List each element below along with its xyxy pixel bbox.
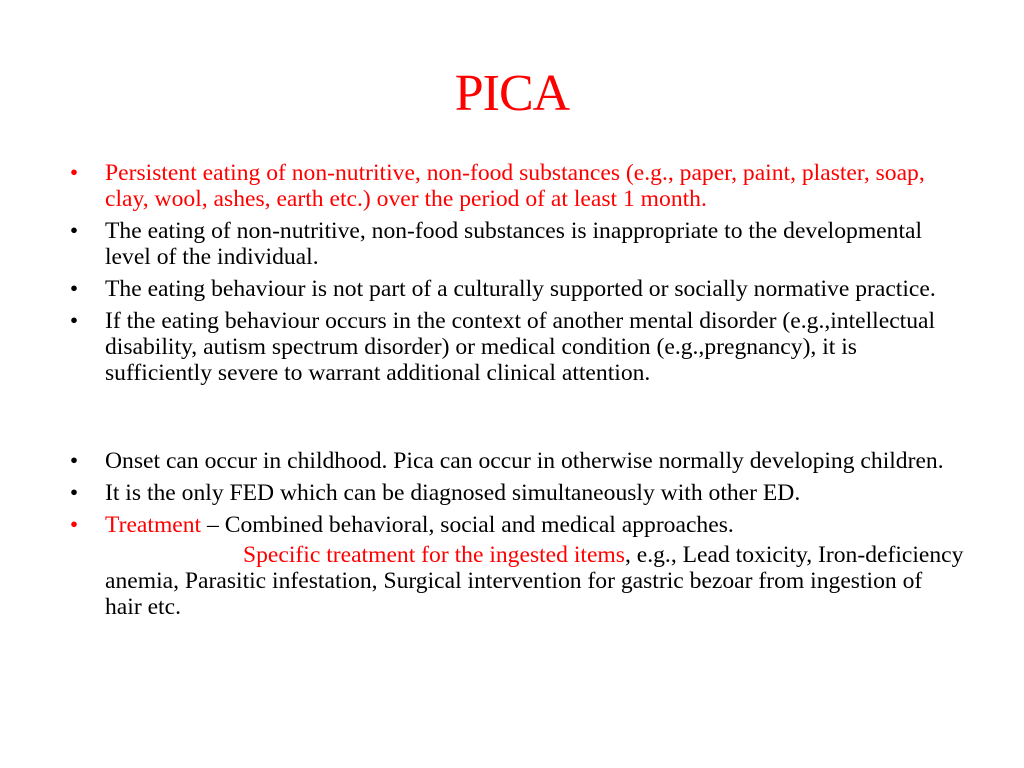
specific-treatment-paragraph <box>64 542 964 620</box>
bullet-text: Onset can occur in childhood. Pica can occur in otherwise normally developing children. <box>105 448 944 474</box>
bullet-item <box>64 218 964 270</box>
spacer <box>64 392 964 448</box>
specific-treatment-text: , e.g., Lead toxicity, Iron-deficiency anemia, Parasitic infestation, Surgical intervention for gastric bezoar from ingestion of hair etc. <box>105 542 964 620</box>
bullet-icon: • <box>69 276 79 302</box>
bullet-text: The eating of non-nutritive, non-food substances is inappropriate to the developmental level of the individual. <box>105 218 923 270</box>
bullet-text: Persistent eating of non-nutritive, non-food substances (e.g., paper, paint, plaster, soap, clay, wool, ashes, earth etc.) over the period of at least 1 month. <box>105 160 925 212</box>
bullet-icon: • <box>69 448 79 474</box>
specific-treatment-label: Specific treatment for the ingested items <box>243 542 625 568</box>
bullet-icon: • <box>69 480 79 506</box>
bullet-text: The eating behaviour is not part of a culturally supported or socially normative practice. <box>105 276 936 302</box>
bullet-icon: • <box>69 308 79 334</box>
bullet-item <box>64 160 964 212</box>
treatment-label: Treatment <box>105 512 202 538</box>
bullet-icon: • <box>69 218 79 244</box>
bullet-text: It is the only FED which can be diagnosed simultaneously with other ED. <box>105 480 801 506</box>
bullet-item <box>64 276 964 302</box>
slide-title: PICA <box>454 65 570 122</box>
bullet-icon: • <box>69 160 79 186</box>
treatment-text: – Combined behavioral, social and medical approaches. <box>201 512 734 538</box>
bullet-item <box>64 448 964 474</box>
bullet-icon: • <box>69 512 79 538</box>
bullet-item <box>64 308 964 386</box>
bullet-item <box>64 480 964 506</box>
bullet-text: If the eating behaviour occurs in the context of another mental disorder (e.g.,intellectual disability, autism spectrum disorder) or medical condition (e.g.,pregnancy), it is sufficiently severe to warrant additional clinical attention. <box>105 308 936 386</box>
bullet-item-treatment <box>64 512 964 538</box>
bullet-list <box>64 160 964 620</box>
